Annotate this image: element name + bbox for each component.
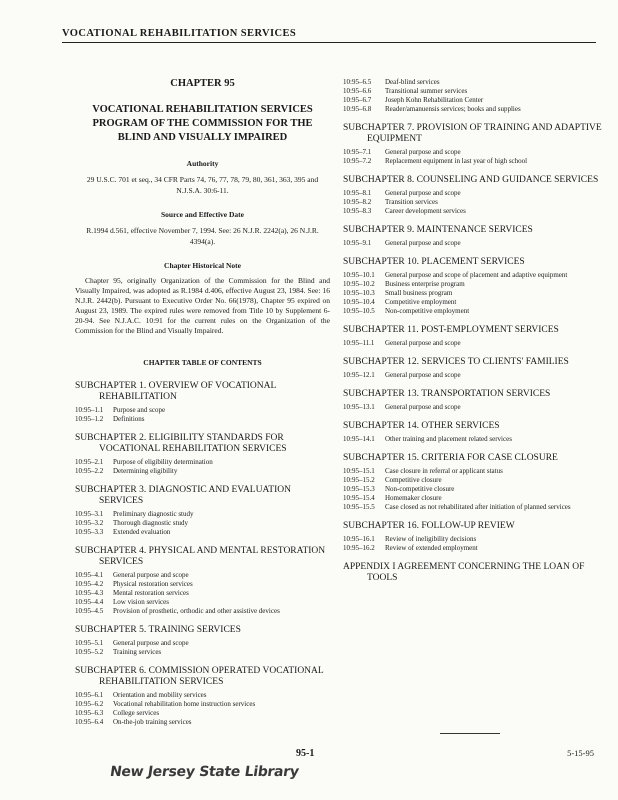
section-number: 10:95–6.7 (343, 96, 372, 104)
toc-subchapter (343, 453, 608, 512)
section-number: 10:95–1.1 (75, 406, 104, 414)
section-number: 10:95–14.1 (343, 435, 375, 443)
section-caption: Low vision services (113, 598, 169, 606)
section-number: 10:95–8.3 (343, 207, 372, 215)
section-caption: General purpose and scope (385, 239, 461, 247)
toc-subchapter (75, 433, 330, 476)
section-caption: General purpose and scope (113, 571, 189, 579)
section-caption: Extended evaluation (113, 528, 171, 536)
section-caption: Deaf-blind services (385, 78, 440, 86)
toc-section-row (343, 403, 608, 412)
toc-subchapter (343, 421, 608, 444)
toc-section-row (343, 87, 608, 96)
section-number: 10:95–13.1 (343, 403, 375, 411)
section-number: 10:95–1.2 (75, 415, 104, 423)
source-heading: Source and Effective Date (161, 210, 244, 219)
section-caption: Competitive closure (385, 476, 442, 484)
toc-section-row (343, 78, 608, 87)
toc-section-row (75, 580, 330, 589)
section-caption: Orientation and mobility services (113, 691, 207, 699)
section-caption: Case closed as not rehabilitated after initiation of planned services (385, 503, 571, 511)
header-rule (62, 42, 596, 43)
subchapter-title: APPENDIX I AGREEMENT CONCERNING THE LOAN OF TOOLS (343, 562, 585, 583)
section-number: 10:95–15.4 (343, 494, 375, 502)
section-number: 10:95–4.1 (75, 571, 104, 579)
section-caption: Non-competitive closure (385, 485, 455, 493)
toc-subchapter (75, 546, 330, 616)
toc-section-row (343, 189, 608, 198)
section-number: 10:95–6.2 (75, 700, 104, 708)
subchapter-title: SUBCHAPTER 9. MAINTENANCE SERVICES (343, 225, 533, 235)
authority-text: 29 U.S.C. 701 et seq., 34 CFR Parts 74, 76, 77, 78, 79, 80, 361, 363, 395 and N.J.S.A. 30:6-11. (86, 175, 319, 195)
toc-subchapter (343, 521, 608, 553)
section-caption: Reader/amanuensis services; books and supplies (385, 105, 521, 113)
section-number: 10:95–6.5 (343, 78, 372, 86)
toc-subchapter (343, 225, 608, 248)
section-caption: Business enterprise program (385, 280, 465, 288)
section-caption: General purpose and scope (385, 189, 461, 197)
subchapter-title: SUBCHAPTER 14. OTHER SERVICES (343, 421, 500, 431)
toc-section-row (343, 494, 608, 503)
subchapter-title: SUBCHAPTER 16. FOLLOW-UP REVIEW (343, 521, 515, 531)
right-column (343, 78, 608, 593)
section-number: 10:95–2.2 (75, 467, 104, 475)
section-number: 10:95–4.4 (75, 598, 104, 606)
source-text: R.1994 d.561, effective November 7, 1994. See: 26 N.J.R. 2242(a), 26 N.J.R. 4394(a). (86, 226, 319, 246)
section-number: 10:95–6.4 (75, 718, 104, 726)
toc-section-row (343, 280, 608, 289)
toc-section-row (75, 718, 330, 727)
section-caption: General purpose and scope (385, 371, 461, 379)
section-caption: Homemaker closure (385, 494, 442, 502)
toc-section-row (343, 476, 608, 485)
section-number: 10:95–6.8 (343, 105, 372, 113)
toc-section-row (343, 198, 608, 207)
toc-section-row (75, 458, 330, 467)
section-number: 10:95–10.1 (343, 271, 375, 279)
section-caption: General purpose and scope (385, 403, 461, 411)
section-number: 10:95–4.5 (75, 607, 104, 615)
subchapter-title: SUBCHAPTER 8. COUNSELING AND GUIDANCE SERVICES (343, 175, 599, 185)
section-number: 10:95–3.1 (75, 510, 104, 518)
toc-section-row (75, 406, 330, 415)
section-number: 10:95–11.1 (343, 339, 375, 347)
section-number: 10:95–10.3 (343, 289, 375, 297)
section-caption: Definitions (113, 415, 145, 423)
section-number: 10:95–10.4 (343, 298, 375, 306)
toc-section-row (343, 298, 608, 307)
toc-section-row (343, 339, 608, 348)
toc-section-row (343, 485, 608, 494)
section-number: 10:95–15.5 (343, 503, 375, 511)
section-caption: Review of ineligibility decisions (385, 535, 477, 543)
toc-subchapter (343, 257, 608, 316)
section-number: 10:95–4.2 (75, 580, 104, 588)
section-caption: General purpose and scope of placement and adaptive equipment (385, 271, 568, 279)
toc-subchapter (343, 175, 608, 216)
toc-subchapter (75, 625, 330, 657)
section-number: 10:95–16.2 (343, 544, 375, 552)
toc-section-row (343, 105, 608, 114)
toc-subchapter (343, 123, 608, 166)
left-column (75, 60, 330, 736)
section-number: 10:95–5.2 (75, 648, 104, 656)
section-number: 10:95–3.2 (75, 519, 104, 527)
toc-section-row (75, 415, 330, 424)
section-caption: General purpose and scope (385, 339, 461, 347)
section-number: 10:95–15.2 (343, 476, 375, 484)
section-caption: General purpose and scope (385, 148, 461, 156)
section-number: 10:95–8.2 (343, 198, 372, 206)
toc-section-row (343, 289, 608, 298)
section-caption: Thorough diagnostic study (113, 519, 189, 527)
subchapter-title: SUBCHAPTER 4. PHYSICAL AND MENTAL RESTORATION SERVICES (75, 546, 326, 567)
section-number: 10:95–16.1 (343, 535, 375, 543)
section-caption: Other training and placement related services (385, 435, 512, 443)
subchapter-title: SUBCHAPTER 2. ELIGIBILITY STANDARDS FOR VOCATIONAL REHABILITATION SERVICES (75, 433, 287, 454)
section-number: 10:95–4.3 (75, 589, 104, 597)
section-caption: Case closure in referral or applicant status (385, 467, 503, 475)
toc-section-row (343, 435, 608, 444)
section-number: 10:95–15.1 (343, 467, 375, 475)
section-caption: Competitive employment (385, 298, 457, 306)
subchapter-title: SUBCHAPTER 5. TRAINING SERVICES (75, 625, 241, 635)
subchapter-title: SUBCHAPTER 1. OVERVIEW OF VOCATIONAL REHABILITATION (75, 381, 276, 402)
toc-right-list (343, 123, 608, 584)
section-caption: Non-competitive employment (385, 307, 470, 315)
section-number: 10:95–6.1 (75, 691, 104, 699)
section-number: 10:95–5.1 (75, 639, 104, 647)
section-caption: Joseph Kohn Rehabilitation Center (385, 96, 484, 104)
page-number: 95-1 (296, 748, 315, 759)
subchapter-title: SUBCHAPTER 10. PLACEMENT SERVICES (343, 257, 525, 267)
section-caption: Review of extended employment (385, 544, 478, 552)
toc-section-row (343, 535, 608, 544)
toc-section-row (343, 503, 608, 512)
toc-section-row (75, 510, 330, 519)
section-number: 10:95–12.1 (343, 371, 375, 379)
toc-section-row (75, 709, 330, 718)
toc-section-row (75, 467, 330, 476)
section-caption: Physical restoration services (113, 580, 193, 588)
section-caption: Provision of prosthetic, orthodic and other assistive devices (113, 607, 280, 615)
toc-subchapter (343, 357, 608, 380)
section-number: 10:95–7.1 (343, 148, 372, 156)
toc-section-row (343, 544, 608, 553)
toc-section-row (343, 371, 608, 380)
subchapter-title: SUBCHAPTER 15. CRITERIA FOR CASE CLOSURE (343, 453, 558, 463)
continued-section-list (343, 78, 608, 114)
section-caption: Mental restoration services (113, 589, 189, 597)
toc-section-row (343, 157, 608, 166)
toc-subchapter (343, 325, 608, 348)
toc-section-row (75, 571, 330, 580)
section-caption: Transition services (385, 198, 438, 206)
section-number: 10:95–10.2 (343, 280, 375, 288)
toc-section-row (75, 528, 330, 537)
section-number: 10:95–8.1 (343, 189, 372, 197)
section-caption: Determining eligibility (113, 467, 178, 475)
section-caption: Replacement equipment in last year of high school (385, 157, 528, 165)
section-number: 10:95–6.6 (343, 87, 372, 95)
toc-section-row (343, 307, 608, 316)
toc-section-row (75, 589, 330, 598)
section-number: 10:95–9.1 (343, 239, 372, 247)
history-heading: Chapter Historical Note (164, 261, 241, 270)
toc-section-row (75, 648, 330, 657)
section-caption: Purpose and scope (113, 406, 166, 414)
toc-section-row (75, 700, 330, 709)
supplement-date: 5-15-95 (567, 748, 594, 758)
section-number: 10:95–15.3 (343, 485, 375, 493)
section-caption: Vocational rehabilitation home instruction services (113, 700, 256, 708)
section-caption: General purpose and scope (113, 639, 189, 647)
section-caption: Small business program (385, 289, 453, 297)
toc-subchapter (75, 381, 330, 424)
toc-left-list (75, 381, 330, 727)
toc-section-row (75, 519, 330, 528)
subchapter-title: SUBCHAPTER 7. PROVISION OF TRAINING AND ADAPTIVE EQUIPMENT (343, 123, 602, 144)
subchapter-title: SUBCHAPTER 12. SERVICES TO CLIENTS' FAMILIES (343, 357, 569, 367)
section-caption: Career development services (385, 207, 466, 215)
toc-section-row (343, 467, 608, 476)
toc-subchapter (75, 485, 330, 537)
section-caption: Preliminary diagnostic study (113, 510, 194, 518)
toc-subchapter (343, 562, 608, 584)
subchapter-title: SUBCHAPTER 13. TRANSPORTATION SERVICES (343, 389, 551, 399)
section-number: 10:95–7.2 (343, 157, 372, 165)
toc-section-row (343, 239, 608, 248)
toc-section-row (75, 639, 330, 648)
subchapter-title: SUBCHAPTER 11. POST-EMPLOYMENT SERVICES (343, 325, 559, 335)
toc-section-row (75, 598, 330, 607)
authority-heading: Authority (186, 159, 219, 168)
toc-section-row (343, 96, 608, 105)
section-caption: Transitional summer services (385, 87, 468, 95)
toc-section-row (75, 691, 330, 700)
section-caption: Purpose of eligibility determination (113, 458, 213, 466)
library-stamp: New Jersey State Library (108, 764, 300, 780)
section-number: 10:95–10.5 (343, 307, 375, 315)
section-number: 10:95–6.3 (75, 709, 104, 717)
section-number: 10:95–2.1 (75, 458, 104, 466)
toc-section-row (343, 271, 608, 280)
toc-subchapter (343, 389, 608, 412)
toc-section-row (343, 148, 608, 157)
running-head: VOCATIONAL REHABILITATION SERVICES (62, 28, 297, 39)
toc-section-row (343, 207, 608, 216)
subchapter-title: SUBCHAPTER 3. DIAGNOSTIC AND EVALUATION SERVICES (75, 485, 291, 506)
main-title: VOCATIONAL REHABILITATION SERVICES PROGRAM OF THE COMMISSION FOR THE BLIND AND VISUALLY IMPAIRED (92, 104, 313, 143)
section-caption: On-the-job training services (113, 718, 192, 726)
subchapter-title: SUBCHAPTER 6. COMMISSION OPERATED VOCATIONAL REHABILITATION SERVICES (75, 666, 324, 687)
history-text: Chapter 95, originally Organization of the Commission for the Blind and Visually Impaired, was adopted as R.1984 d.406, effective August 23, 1984. See: 16 N.J.R. 2442(b). Pursuant to Executive Order No. 66(1978), Chapter 95 expired on August 23, 1989. The expired rules were removed from Title 10 by Supplement 6-20-94. See N.J.A.C. 10:91 for the current rules on the Organization of the Commission for the Blind and Visually Impaired. (75, 276, 330, 335)
footer-rule (440, 733, 500, 734)
toc-heading: CHAPTER TABLE OF CONTENTS (143, 358, 262, 367)
section-number: 10:95–3.3 (75, 528, 104, 536)
toc-subchapter (75, 666, 330, 727)
section-caption: Training services (113, 648, 162, 656)
section-caption: College services (113, 709, 160, 717)
chapter-title: CHAPTER 95 (170, 78, 235, 89)
toc-section-row (75, 607, 330, 616)
